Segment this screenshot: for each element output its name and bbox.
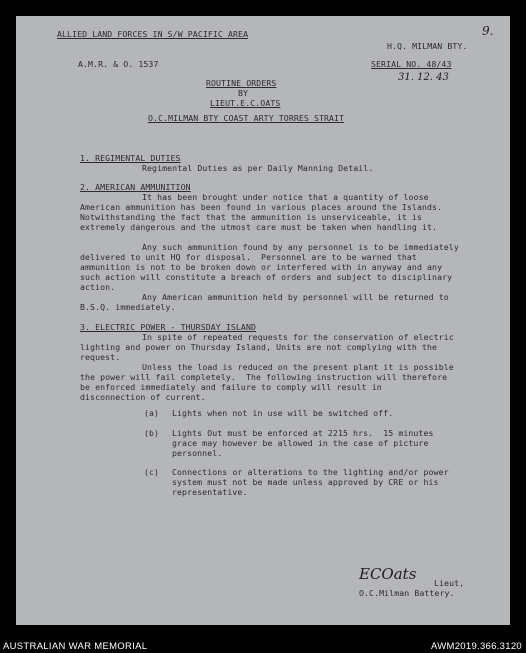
section-3-line: In spite of repeated requests for the conservation of electric: [142, 332, 454, 342]
section-3-line: request.: [80, 352, 121, 362]
item-c-label: (c): [144, 467, 160, 477]
footer-accession-number: AWM2019.366.3120: [430, 641, 522, 652]
section-2-line: delivered to unit HQ for disposal. Personnel are to be warned that: [80, 252, 417, 262]
signatory-unit: O.C.Milman Battery.: [359, 588, 455, 598]
amr-reference: A.M.R. & O. 1537: [78, 59, 159, 69]
item-b-line: Lights Out must be enforced at 2215 hrs. 15 minutes: [172, 428, 434, 438]
item-a-label: (a): [144, 408, 160, 418]
title-unit: O.C.MILMAN BTY COAST ARTY TORRES STRAIT: [148, 113, 345, 123]
item-c-line: representative.: [172, 487, 248, 497]
section-2-line: ammunition is not to be broken down or interfered with in anyway and any: [80, 262, 443, 272]
section-2-line: American ammunition has been found in various places around the Islands.: [80, 202, 443, 212]
item-b-label: (b): [144, 428, 160, 438]
section-2-heading: 2. AMERICAN AMMUNITION: [80, 182, 191, 192]
section-3-line: Unless the load is reduced on the present plant it is possible: [142, 362, 454, 372]
item-b-line: personnel.: [172, 448, 223, 458]
section-2-line: It has been brought under notice that a quantity of loose: [142, 192, 429, 202]
section-3-line: be enforced immediately and failure to comply will result in: [80, 382, 382, 392]
signature: ECOats: [359, 565, 417, 583]
footer-source: AUSTRALIAN WAR MEMORIAL: [3, 641, 148, 652]
section-1-heading: 1. REGIMENTAL DUTIES: [80, 153, 181, 163]
section-2-line: Any such ammunition found by any personnel is to be immediately: [142, 242, 459, 252]
section-3-line: disconnection of current.: [80, 392, 206, 402]
item-c-line: system must not be made unless approved by CRE or his: [172, 477, 439, 487]
section-2-line: B.S.Q. immediately.: [80, 302, 176, 312]
header-left: ALLIED LAND FORCES IN S/W PACIFIC AREA: [57, 29, 249, 39]
item-c-line: Connections or alterations to the lighting and/or power: [172, 467, 449, 477]
handwritten-date: 31. 12. 43: [398, 72, 449, 83]
section-3-line: the power will fail completely. The following instruction will therefore: [80, 372, 448, 382]
section-2-line: action.: [80, 282, 116, 292]
corner-mark: 9.: [482, 24, 494, 38]
section-3-heading: 3. ELECTRIC POWER - THURSDAY ISLAND: [80, 322, 257, 332]
item-b-line: grace may however be allowed in the case of picture: [172, 438, 429, 448]
section-3-line: lighting and power on Thursday Island, Units are not complying with the: [80, 342, 438, 352]
title-routine-orders: ROUTINE ORDERS: [206, 78, 277, 88]
section-1-text: Regimental Duties as per Daily Manning Detail.: [142, 163, 374, 173]
document-sheet: [16, 16, 510, 625]
signatory-rank: Lieut,: [434, 578, 465, 588]
item-a-text: Lights when not in use will be switched off.: [172, 408, 394, 418]
title-by: BY: [238, 88, 249, 98]
section-2-line: extremely dangerous and the utmost care must be taken when handling it.: [80, 222, 438, 232]
section-2-line: Notwithstanding the fact that the ammunition is unserviceable, it is: [80, 212, 422, 222]
serial-number: SERIAL NO. 48/43: [371, 59, 452, 69]
section-2-line: such action will constitute a breach of orders and subject to disciplinary: [80, 272, 453, 282]
title-officer: LIEUT.E.C.OATS: [210, 98, 281, 108]
header-right: H.Q. MILMAN BTY.: [387, 41, 468, 51]
section-2-line: Any American ammunition held by personnel will be returned to: [142, 292, 449, 302]
